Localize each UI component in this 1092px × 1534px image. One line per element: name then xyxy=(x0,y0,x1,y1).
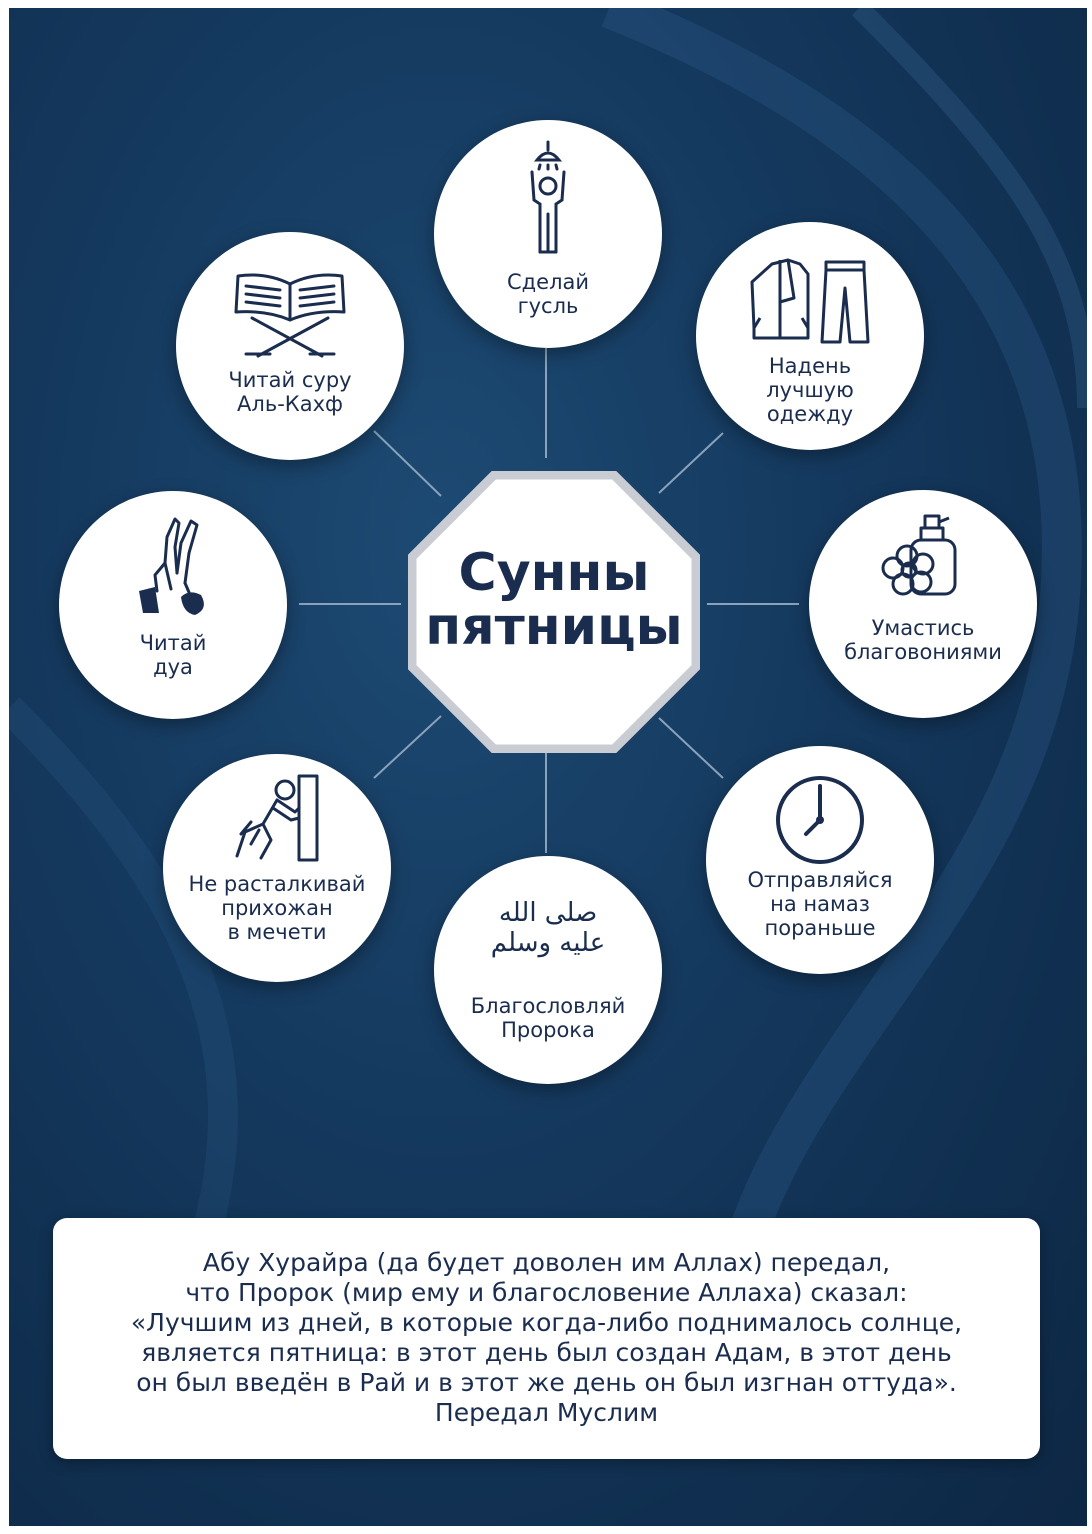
node-read-kahf xyxy=(176,232,404,460)
node-label: Не расталкивай прихожан в мечети xyxy=(188,872,366,944)
node-dont-push xyxy=(163,754,391,982)
clothes-icon xyxy=(750,258,870,344)
hadith-text: Абу Хурайра (да будет доволен им Аллах) передал, что Пророк (мир ему и благословение Аллаха) сказал: «Лучшим из дней, в которые когда-либо поднималось солнце, является пятница: в этот день был создан Адам, в этот день он был введён в Рай и в этот же день он был изгнан оттуда». Передал Муслим xyxy=(130,1248,963,1427)
quran-stand-icon xyxy=(232,268,348,360)
pushing-person-icon xyxy=(233,774,325,864)
node-perfume xyxy=(809,490,1037,718)
clock-icon xyxy=(772,772,868,868)
arabic-calligraphy-icon: صلى الله عليه وسلم xyxy=(490,898,606,958)
center-title: Сунны пятницы xyxy=(425,543,683,657)
node-label: Благословляй Пророка xyxy=(470,994,626,1042)
node-label: Надень лучшую одежду xyxy=(766,354,854,426)
hadith-box xyxy=(53,1218,1040,1459)
node-bless-prophet xyxy=(434,856,662,1084)
node-label: Умастись благовониями xyxy=(844,616,1002,664)
node-label: Читай суру Аль-Кахф xyxy=(228,368,352,416)
shower-person-icon xyxy=(513,140,583,258)
node-label: Отправляйся на намаз пораньше xyxy=(747,868,893,940)
node-best-clothes xyxy=(696,222,924,450)
node-label: Сделай гусль xyxy=(506,270,590,318)
praying-hands-icon xyxy=(135,513,211,617)
node-dua xyxy=(59,491,287,719)
node-go-early xyxy=(706,746,934,974)
perfume-icon xyxy=(879,514,963,600)
node-ghusl xyxy=(434,120,662,348)
node-label: Читай дуа xyxy=(139,631,207,679)
